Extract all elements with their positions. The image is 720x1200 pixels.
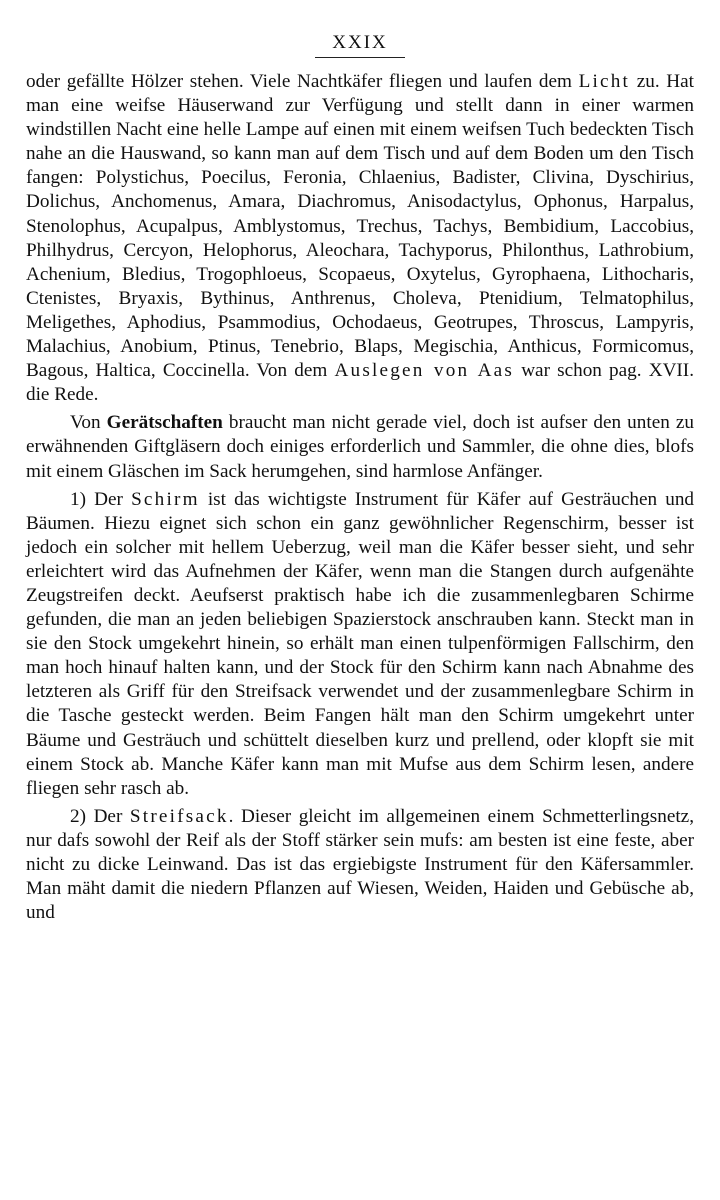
paragraph-text: braucht man nicht gerade viel, doch ist aufser den unten zu erwähnenden Giftgläsern doch einiges erforderlich und Sammler, die ohne dies, blofs mit einem Gläschen im Sack herumgehen, sind harmlose Anfänger. xyxy=(26,412,694,482)
paragraph-umbrella xyxy=(26,488,694,801)
paragraph-sweep-net xyxy=(26,805,694,925)
paragraph-equipment xyxy=(26,411,694,483)
page-number: XXIX xyxy=(315,32,405,58)
paragraph-text: 1) Der xyxy=(70,488,132,510)
paragraph-text: zu. Hat man eine weifse Häuserwand zur Verfügung und stellt dann in einer warmen windstillen Nacht eine helle Lampe auf einen mit einem weifsen Tuch bedeckten Tisch nahe an die Hauswand, so kann man auf dem Tisch und auf dem Boden um den Tisch fangen: Polystichus, Poecilus, Feronia, Chlaenius, Badister, Clivina, Dyschirius, Dolichus, Anchomenus, Amara, Diachromus, Anisodactylus, Ophonus, Harpalus, Stenolophus, Acupalpus, Amblystomus, Trechus, Tachys, Bembidium, Laccobius, Philhydrus, Cercyon, Helophorus, Aleochara, Tachyporus, Philonthus, Lathrobium, Achenium, Bledius, Trogophloeus, Scopaeus, Oxytelus, Gyrophaena, Lithocharis, Ctenistes, Bryaxis, Bythinus, Anthrenus, Choleva, Ptenidium, Telmatophilus, Meligethes, Aphodius, Psammodius, Ochodaeus, Geotrupes, Throscus, Lampyris, Malachius, Anobium, Ptinus, Tenebrio, Blaps, Megischia, Anthicus, Formicomus, Bagous, Haltica, Coccinella. Von dem xyxy=(26,71,694,382)
paragraph-text: . Dieser gleicht im allgemeinen einem Schmetterlingsnetz, nur dafs sowohl der Reif als der Stoff stärker sein mufs: am besten ist eine feste, aber nicht zu dicke Leinwand. Das ist das ergiebigste Instrument für den Käfersammler. Man mäht damit die niedern Pflanzen auf Wiesen, Weiden, Haiden und Gebüsche ab, und xyxy=(26,805,694,924)
spaced-term-schirm: Schirm xyxy=(131,488,200,510)
paragraph-text: 2) Der xyxy=(70,805,130,827)
paragraph-night-beetles xyxy=(26,70,694,407)
paragraph-text: ist das wichtigste Instrument für Käfer auf Gesträuchen und Bäumen. Hiezu eignet sich schon ein ganz gewöhnlicher Regenschirm, besser ist jedoch ein solcher mit hellem Ueberzug, weil man die Käfer besser sieht, und sehr erleichtert wird das Aufnehmen der Käfer, wenn man die Stangen durch aufgenähte Zeugstreifen deckt. Aeufserst praktisch habe ich die zusammenlegbaren Schirme gefunden, die man an jeden beliebigen Spazierstock anschrauben kann. Steckt man in sie den Stock umgekehrt hinein, so erhält man einen tulpenförmigen Fallschirm, den man hoch hinauf halten kann, und der Stock für den Schirm kann nach Abnahme des letzteren als Griff für den Streifsack verwendet und der zusammenlegbare Schirm in die Tasche gesteckt werden. Beim Fangen hält man den Schirm umgekehrt unter Bäume und Gesträuch und schüttelt dieselben kurz und prellend, oder klopft sie mit einem Stock ab. Manche Käfer kann man mit Mufse aus dem Schirm lesen, andere fliegen sehr rasch ab. xyxy=(26,488,695,799)
bold-term-geraetschaften: Gerätschaften xyxy=(106,412,223,434)
spaced-term-licht: Licht xyxy=(578,71,631,92)
spaced-term-auslegen: Auslegen von Aas xyxy=(334,360,515,382)
spaced-term-streifsack: Streifsack xyxy=(129,805,229,827)
paragraph-text: oder gefällte Hölzer stehen. Viele Nachtkäfer fliegen und laufen dem xyxy=(26,71,579,92)
paragraph-text: war schon pag. XVII. die Rede. xyxy=(26,360,694,406)
paragraph-text: Von xyxy=(70,412,107,434)
